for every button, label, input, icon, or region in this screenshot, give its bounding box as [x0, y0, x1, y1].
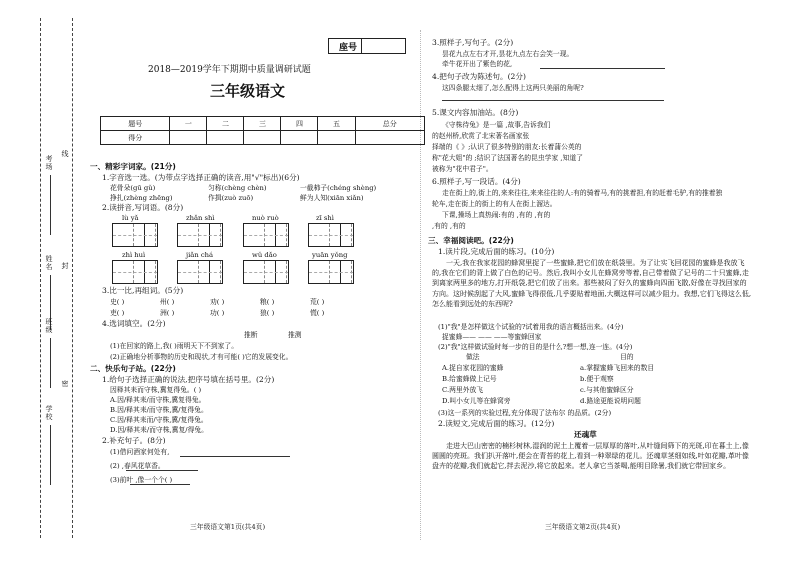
seat-label: 座号: [339, 43, 358, 53]
a2-prompt: 2.读短文,完成后面的练习。(12分): [438, 419, 555, 428]
score-cell[interactable]: [244, 131, 281, 145]
section-2-heading: 二、快乐句子站。(22分): [90, 364, 176, 373]
r6-task-2[interactable]: ,有的 ,有的: [432, 222, 466, 230]
score-table: [100, 116, 425, 145]
seal-char-mi: 密: [61, 380, 69, 388]
match-left-a[interactable]: A.捉自家花园的蜜蜂: [442, 364, 504, 372]
q3-pair-b5[interactable]: 慌( ): [310, 309, 325, 317]
a2-title: 还魂草: [574, 430, 597, 439]
class-field[interactable]: [50, 338, 51, 388]
q2-prompt: 2.读拼音,写词语。(8分): [102, 203, 184, 212]
p1-option-b: B.因/释其耒/而守株,冀/复得兔。: [110, 406, 208, 414]
q1-item-b1[interactable]: 挣扎(zhèng zhēng): [110, 194, 173, 202]
a1-q1: (1)"我"是怎样做这个试验的?试着用我的语言概括出来。(4分): [438, 323, 624, 331]
match-right-a[interactable]: a.掌握蜜蜂飞回来的数目: [580, 364, 655, 372]
score-cell[interactable]: [281, 131, 318, 145]
score-head-0: 题号: [101, 117, 170, 131]
section-3-heading: 三、幸福阅读吧。(22分): [428, 236, 514, 245]
score-cell[interactable]: [318, 131, 355, 145]
seal-line: [72, 18, 73, 538]
answer-line[interactable]: [442, 100, 664, 101]
r4-prompt: 4.把句子改为陈述句。(2分): [432, 72, 526, 81]
q4-sentence-2[interactable]: (2)正确地分析事物的历史和现状,才有可能( )它的发展变化。: [110, 353, 293, 361]
q3-pair-b3[interactable]: 功( ): [210, 309, 225, 317]
match-left-b[interactable]: B.给蜜蜂做上记号: [442, 375, 497, 383]
r5-line-2[interactable]: 的赵州桥,欣赏了北宋著名画家张: [432, 132, 530, 140]
q1-prompt: 1.字音选一选。(为带点字选择正确的读音,用"√"标出)(6分): [102, 173, 300, 182]
writing-box[interactable]: [243, 223, 289, 247]
a1-prompt: 1.读片段,完成后面的练习。(10分): [438, 247, 555, 256]
a1-passage: 一天,我在我家花园的蜂窝里捉了一些蜜蜂,把它们放在纸袋里。为了让实飞回花园的蜜蜂是我放飞的,我在它们的背上做了白色的记号。然后,我叫小女儿在蜂窝旁等着,自己带着做了记号的二十只蜜蜂,走到离家两里多的地方,打开纸袋,把它们放了出来。那些被闷了好久的蜜蜂向四面飞散,好像在寻找回家的方向。这时候刮起了大风,蜜蜂飞得很低,几乎要贴着地面,大概这样可以减少阻力。我想,它们飞得这么低,怎么能看到远处的东西呢?: [432, 259, 752, 308]
p2-line-2[interactable]: (2) ,春风花草香。: [110, 462, 165, 470]
r3-example: 昙花九点左右才开,昙花九点左右会笑一现。: [442, 50, 574, 58]
a1-q2-head-method: 做法: [466, 353, 480, 361]
q4-word-2: 推测: [288, 331, 302, 339]
seat-number-box[interactable]: [328, 38, 406, 54]
score-cell[interactable]: [355, 131, 425, 145]
p1-question[interactable]: 因释其耒而守株,冀复得兔。( ): [110, 386, 202, 394]
q1-item-a3[interactable]: 一截柿子(chéng shèng): [300, 184, 377, 192]
score-cell[interactable]: [170, 131, 207, 145]
p2-line-3[interactable]: (3)前叶 ,像一个个( ): [110, 476, 173, 484]
q3-pair-b1[interactable]: 吏( ): [110, 309, 125, 317]
r6-prompt: 6.照样子,写一段话。(4分): [432, 177, 521, 186]
q4-word-1: 推断: [244, 331, 258, 339]
score-head-1: 一: [170, 117, 207, 131]
q1-item-b2[interactable]: 作揖(zuò zuō): [208, 194, 254, 202]
writing-box[interactable]: [177, 223, 223, 247]
p1-option-d: D.因/释其耒/而守株,冀复/得兔。: [110, 426, 208, 434]
p2-line-1[interactable]: (1)借问酒家何处有,: [110, 448, 170, 456]
q1-item-b3[interactable]: 鲜为人知(xiān xiǎn): [300, 194, 364, 202]
match-left-d[interactable]: D.叫小女儿等在蜂窝旁: [442, 397, 511, 405]
q3-pair-a2[interactable]: 州( ): [160, 298, 175, 306]
q1-item-a1[interactable]: 花骨朵(gū gǔ): [110, 184, 156, 192]
school-label: 学校: [45, 405, 53, 421]
section-1-heading: 一、精彩字词家。(21分): [90, 162, 176, 171]
exam-room-label: 考场: [45, 155, 53, 171]
writing-box[interactable]: [112, 223, 158, 247]
writing-box[interactable]: [308, 260, 354, 284]
p1-option-c: C.因/释其耒而/守株,冀/复得兔。: [110, 416, 208, 424]
r4-sentence: 这四条腿太细了,怎么配得上这两只美丽的角呢?: [442, 84, 584, 92]
score-head-4: 四: [281, 117, 318, 131]
writing-box[interactable]: [243, 260, 289, 284]
q3-pair-b4[interactable]: 狼( ): [260, 309, 275, 317]
pinyin-label: zhǎn shì: [186, 214, 215, 222]
pinyin-label: zhì huì: [122, 251, 146, 259]
match-right-c[interactable]: c.与其他蜜蜂区分: [580, 386, 634, 394]
score-head-5: 五: [318, 117, 355, 131]
pinyin-label: yuān yǒng: [312, 251, 348, 259]
match-right-b[interactable]: b.便于观察: [580, 375, 614, 383]
pinyin-label: nuò ruò: [252, 214, 279, 222]
q1-item-a2[interactable]: 匀称(chèng chèn): [208, 184, 267, 192]
score-head-3: 三: [244, 117, 281, 131]
a1-q2-head-purpose: 目的: [620, 353, 634, 361]
pinyin-label: jiǎn chá: [186, 251, 214, 259]
exam-room-field[interactable]: [50, 175, 51, 235]
pinyin-label: zī shì: [316, 214, 334, 222]
q4-prompt: 4.选词填空。(2分): [102, 319, 166, 328]
r5-line-1[interactable]: 《守株待兔》是一篇 ,故事,告诉我们: [442, 121, 551, 129]
writing-box[interactable]: [177, 260, 223, 284]
score-head-2: 二: [207, 117, 244, 131]
name-label: 姓名: [45, 255, 53, 271]
score-row-label: 得分: [101, 131, 170, 145]
page-divider: [420, 30, 421, 540]
p1-option-a: A.因/释其耒/而守株,冀复得兔。: [110, 396, 206, 404]
score-head-total: 总分: [355, 117, 425, 131]
seal-char-xian: 线: [61, 150, 69, 158]
writing-box[interactable]: [112, 260, 158, 284]
q4-sentence-1[interactable]: (1)在回家的路上,我( )雨明天下不到家了。: [110, 342, 239, 350]
match-right-d[interactable]: d.路途更能说明问题: [580, 397, 641, 405]
answer-line[interactable]: [126, 470, 198, 471]
a2-passage: 走进大巴山密密的楠杉树林,湿润的泥土上覆着一层厚厚的落叶,从叶缝间筛下的光斑,印在暮土上,像圆圆的亮斑。我们扒开落叶,便会在青苔的花上,看到一种翠绿的花儿。还魂草茎细如线,叶如花瓣,革叶像盘卉的花瓣,我们就起它,拌去泥沙,将它放起来。老人拿它当茶喝,能明目除暑,我们就它带回家乡。: [432, 442, 749, 471]
q3-pair-a1[interactable]: 史( ): [110, 298, 125, 306]
r3-prompt: 3.照样子,写句子。(2分): [432, 38, 514, 47]
seal-char-feng: 封: [61, 262, 69, 270]
match-left-c[interactable]: C.两里外放飞: [442, 386, 484, 394]
answer-line[interactable]: [130, 484, 190, 485]
page-footer-right: 三年级语文第2页(共4页): [545, 523, 621, 531]
page-footer-left: 三年级语文第1页(共4页): [190, 523, 266, 531]
r6-task-1[interactable]: 下课,操场上真热闹:有的 ,有的 ,有的: [442, 211, 551, 219]
exam-title: 2018—2019学年下期期中质量调研试题: [148, 65, 311, 75]
r3-starter[interactable]: 牵牛花开出了紫色的花,: [442, 60, 513, 68]
writing-box[interactable]: [308, 223, 354, 247]
q3-pair-b2[interactable]: 洲( ): [160, 309, 175, 317]
fold-line: [40, 18, 41, 538]
q3-prompt: 3.比一比,再组词。(5分): [102, 286, 184, 295]
score-cell[interactable]: [207, 131, 244, 145]
r6-example-1: 走在街上的,街上的,来来往往,来来往往的人:有的骑着马,有的挑着担,有的赶着毛驴,有的推着独: [442, 189, 723, 197]
a1-q1-chain[interactable]: 捉蜜蜂—— —— ——等蜜蜂回家: [442, 333, 542, 341]
q3-pair-a4[interactable]: 粮( ): [260, 298, 275, 306]
r5-prompt: 5.课文内容加油站。(8分): [432, 108, 519, 117]
p2-prompt: 2.补充句子。(8分): [102, 436, 166, 445]
answer-line[interactable]: [540, 68, 665, 69]
answer-line[interactable]: [180, 456, 290, 457]
r5-line-4[interactable]: 称"花大姐"的 ;结识了法国著名的昆虫学家 ,知道了: [432, 154, 583, 162]
p1-prompt: 1.给句子选择正确的说法,把序号填在括号里。(2分): [102, 375, 275, 384]
q3-pair-a3[interactable]: 劝( ): [210, 298, 225, 306]
r6-example-2: 轮车,走在街上的街上的有人在街上溜达。: [432, 200, 557, 208]
pinyin-label: lù yǎ: [122, 214, 139, 222]
subject-title: 三年级语文: [210, 82, 286, 100]
q3-pair-a5[interactable]: 荒( ): [310, 298, 325, 306]
school-field[interactable]: [50, 425, 51, 485]
r5-line-3[interactable]: 择端的《 》;认识了很多特别的朋友:长着蒲公英的: [432, 143, 582, 151]
class-label: 班级: [45, 318, 53, 334]
r5-line-5[interactable]: 被称为"花中君子"。: [432, 165, 493, 173]
a1-q3[interactable]: (3)这一系列的实验过程,充分体现了法布尔 的品质。(2分): [438, 409, 612, 417]
a1-q2: (2)"我"这样做试验时每一步的目的是什么?想一想,连一连。(4分): [438, 343, 633, 351]
pinyin-label: wǔ dǎo: [252, 251, 277, 259]
